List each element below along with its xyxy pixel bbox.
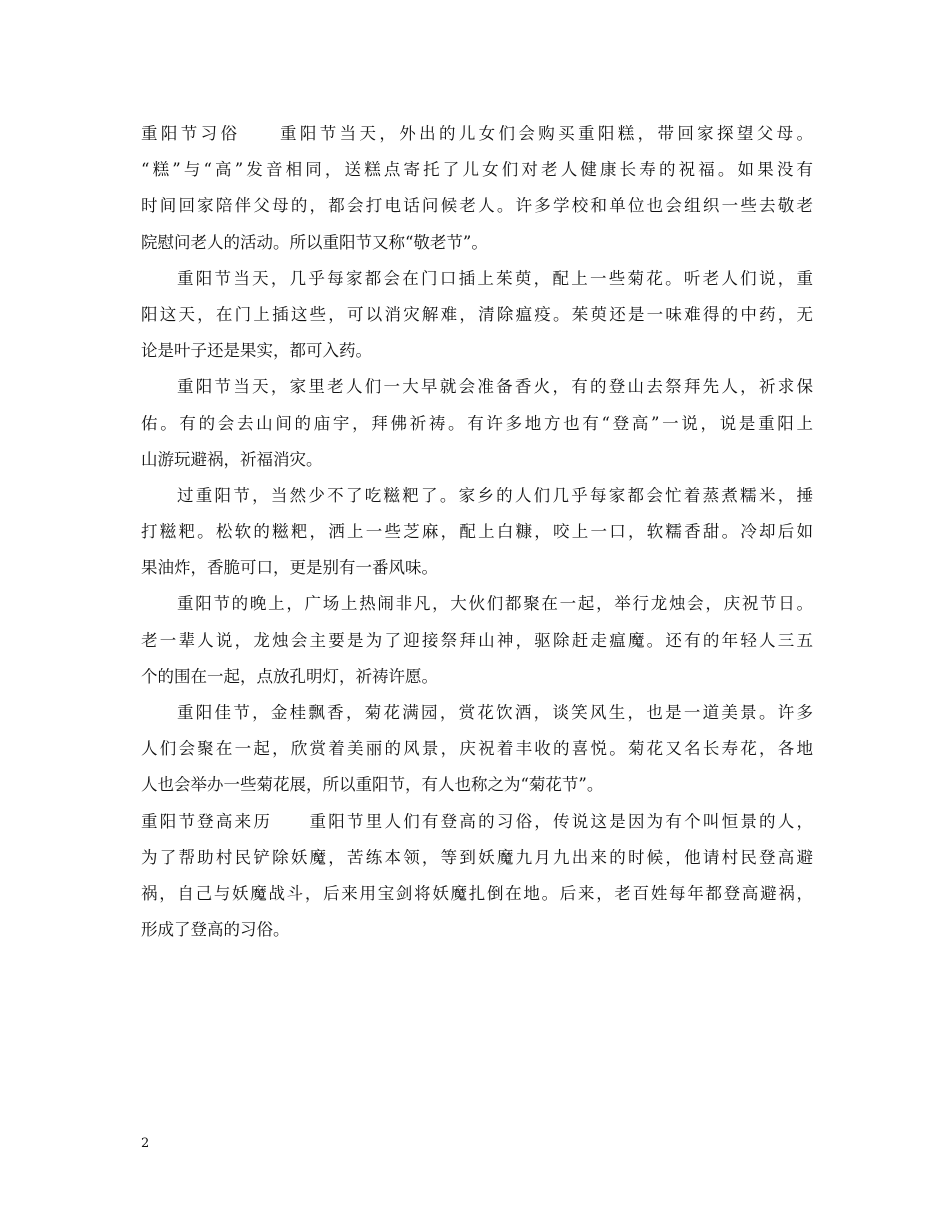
page-number: 2	[141, 1136, 150, 1151]
text-line: 重阳节的晚上，广场上热闹非凡，大伙们都聚在一起，举行龙烛会，庆祝节日。	[177, 594, 813, 614]
text-line: 山游玩避祸，祈福消灾。	[141, 449, 323, 469]
text-line: 人们会聚在一起，欣赏着美丽的风景，庆祝着丰收的喜悦。菊花又名长寿花，各地	[141, 739, 813, 759]
text-line: 重阳节习俗 重阳节当天，外出的儿女们会购买重阳糕，带回家探望父母。	[141, 124, 813, 143]
text-line: 打糍粑。松软的糍粑，洒上一些芝麻，配上白糠，咬上一口，软糯香甜。冷却后如	[141, 522, 813, 542]
text-line: 老一辈人说，龙烛会主要是为了迎接祭拜山神，驱除赶走瘟魔。还有的年轻人三五	[141, 630, 813, 650]
text-line: 时间回家陪伴父母的，都会打电话问候老人。许多学校和单位也会组织一些去敬老	[141, 196, 813, 216]
text-line: 佑。有的会去山间的庙宇，拜佛祈祷。有许多地方也有“登高”一说，说是重阳上	[141, 413, 813, 433]
text-line: 院慰问老人的活动。所以重阳节又称“敬老节”。	[141, 232, 488, 252]
text-line: 重阳节当天，几乎每家都会在门口插上茱萸，配上一些菊花。听老人们说，重	[177, 268, 813, 288]
text-line: 重阳节当天，家里老人们一大早就会准备香火，有的登山去祭拜先人，祈求保	[177, 377, 813, 397]
text-line: 阳这天，在门上插这些，可以消灾解难，清除瘟疫。茱萸还是一味难得的中药，无	[141, 304, 813, 324]
text-line: 果油炸，香脆可口，更是别有一番风味。	[141, 558, 438, 578]
text-line: 重阳节登高来历 重阳节里人们有登高的习俗，传说这是因为有个叫恒景的人，	[141, 811, 813, 831]
text-line: 重阳佳节，金桂飘香，菊花满园，赏花饮酒，谈笑风生，也是一道美景。许多	[177, 703, 813, 722]
document-body	[141, 116, 813, 948]
text-line: 人也会举办一些菊花展，所以重阳节，有人也称之为“菊花节”。	[141, 775, 604, 795]
text-line: 论是叶子还是果实，都可入药。	[141, 341, 372, 361]
text-line: 形成了登高的习俗。	[141, 920, 290, 940]
text-line: “糕”与“高”发音相同，送糕点寄托了儿女们对老人健康长寿的祝福。如果没有	[141, 160, 813, 180]
text-line: 为了帮助村民铲除妖魔，苦练本领，等到妖魔九月九出来的时候，他请村民登高避	[141, 847, 813, 867]
text-line: 祸，自己与妖魔战斗，后来用宝剑将妖魔扎倒在地。后来，老百姓每年都登高避祸，	[141, 883, 813, 903]
text-line: 个的围在一起，点放孔明灯，祈祷许愿。	[141, 666, 438, 686]
text-line: 过重阳节，当然少不了吃糍粑了。家乡的人们几乎每家都会忙着蒸煮糯米，捶	[177, 485, 813, 505]
